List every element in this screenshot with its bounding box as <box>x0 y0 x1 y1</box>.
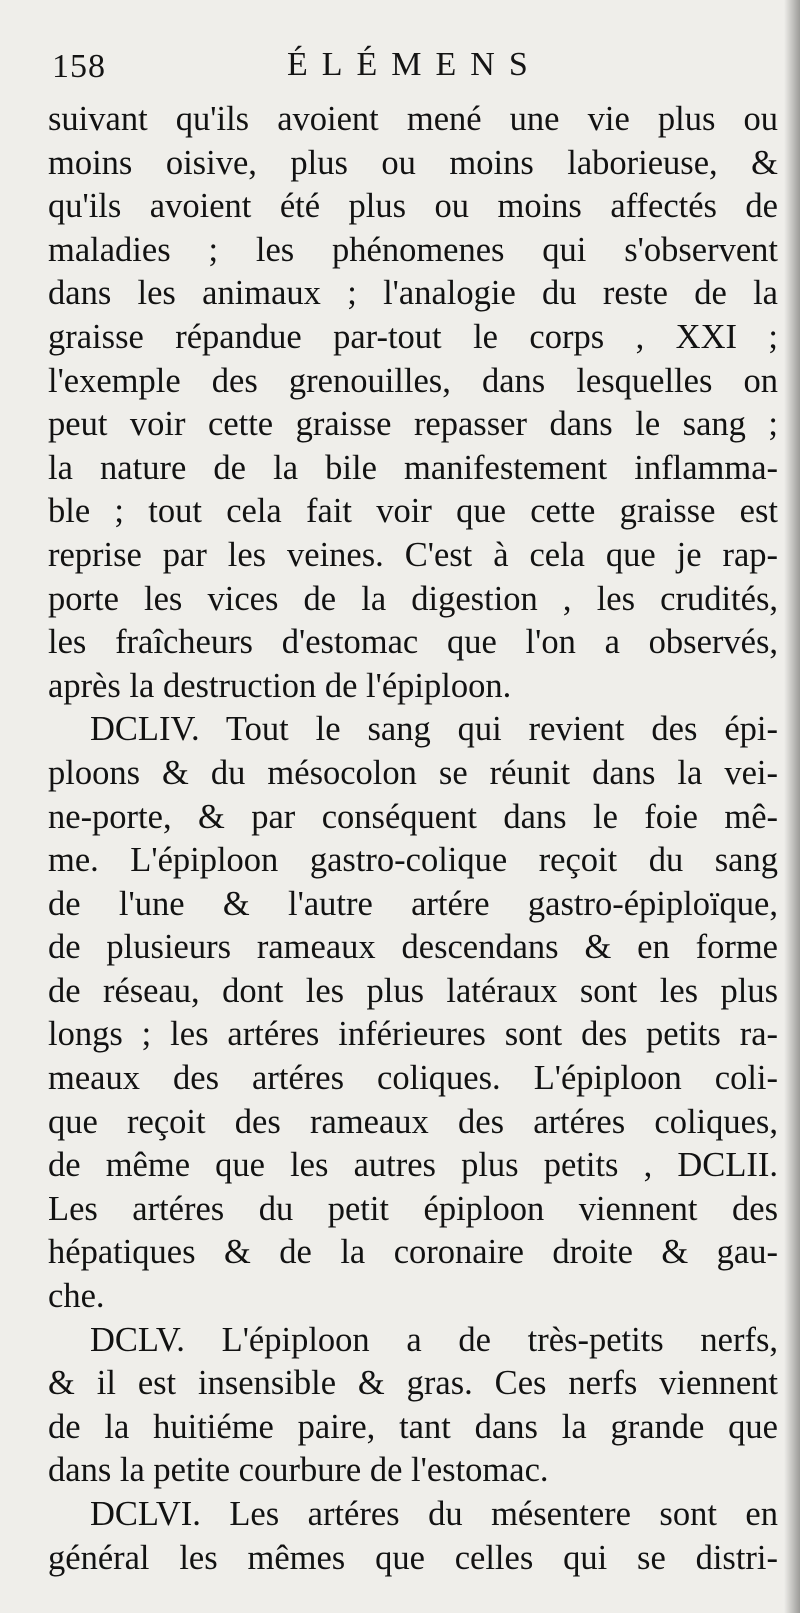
text-line: l'exemple des grenouilles, dans lesquelles on <box>48 361 778 400</box>
text-line: que reçoit des rameaux des artéres coliques, <box>48 1102 778 1141</box>
text-line: longs ; les artéres inférieures sont des petits ra- <box>48 1015 778 1054</box>
text-line: & il est insensible & gras. Ces nerfs viennent <box>48 1364 778 1403</box>
text-line: la nature de la bile manifestement inflamma- <box>48 448 778 487</box>
text-line: de la huitiéme paire, tant dans la grande que <box>48 1407 778 1446</box>
text-line: ne-porte, & par conséquent dans le foie mê- <box>48 797 778 836</box>
text-line: qu'ils avoient été plus ou moins affectés de <box>48 187 778 226</box>
paragraph-start-dclv: DCLV. L'épiploon a de très-petits nerfs, <box>90 1320 778 1359</box>
paragraph-start-dcliv: DCLIV. Tout le sang qui revient des épi- <box>90 710 778 749</box>
text-line: Les artéres du petit épiploon viennent des <box>48 1189 778 1228</box>
text-line: moins oisive, plus ou moins laborieuse, & <box>48 143 778 182</box>
text-line: de même que les autres plus petits , DCLII. <box>48 1146 778 1185</box>
text-line: ploons & du mésocolon se réunit dans la vei- <box>48 753 778 792</box>
text-line: dans les animaux ; l'analogie du reste de la <box>48 274 778 313</box>
text-line: ble ; tout cela fait voir que cette graisse est <box>48 492 778 531</box>
text-line: porte les vices de la digestion , les crudités, <box>48 579 778 618</box>
page-number: 158 <box>52 48 106 85</box>
text-line: de plusieurs rameaux descendans & en forme <box>48 928 778 967</box>
text-line: après la destruction de l'épiploon. <box>48 666 512 705</box>
text-line: maladies ; les phénomenes qui s'observent <box>48 230 778 269</box>
running-title: ÉLÉMENS <box>287 46 542 83</box>
paragraph-start-dclvi: DCLVI. Les artéres du mésentere sont en <box>90 1495 778 1533</box>
page-gutter-shadow <box>784 0 800 1613</box>
text-line: graisse répandue par-tout le corps , XXI ; <box>48 317 778 356</box>
text-line: dans la petite courbure de l'estomac. <box>48 1451 549 1490</box>
text-line: meaux des artéres coliques. L'épiploon coli- <box>48 1059 778 1098</box>
text-line: général les mêmes que celles qui se distri- <box>48 1538 778 1577</box>
text-line: les fraîcheurs d'estomac que l'on a observés, <box>48 623 778 662</box>
text-line: peut voir cette graisse repasser dans le sang ; <box>48 405 778 444</box>
text-line: reprise par les veines. C'est à cela que je rap- <box>48 535 778 574</box>
text-line: de réseau, dont les plus latéraux sont les plus <box>48 971 778 1010</box>
text-line: me. L'épiploon gastro-colique reçoit du sang <box>48 841 778 880</box>
text-line: che. <box>48 1277 105 1316</box>
body-text <box>48 98 778 1580</box>
text-line: suivant qu'ils avoient mené une vie plus ou <box>48 100 778 138</box>
running-head <box>52 46 612 90</box>
text-line: de l'une & l'autre artére gastro-épiploïque, <box>48 884 778 923</box>
text-line: hépatiques & de la coronaire droite & gau- <box>48 1233 778 1272</box>
